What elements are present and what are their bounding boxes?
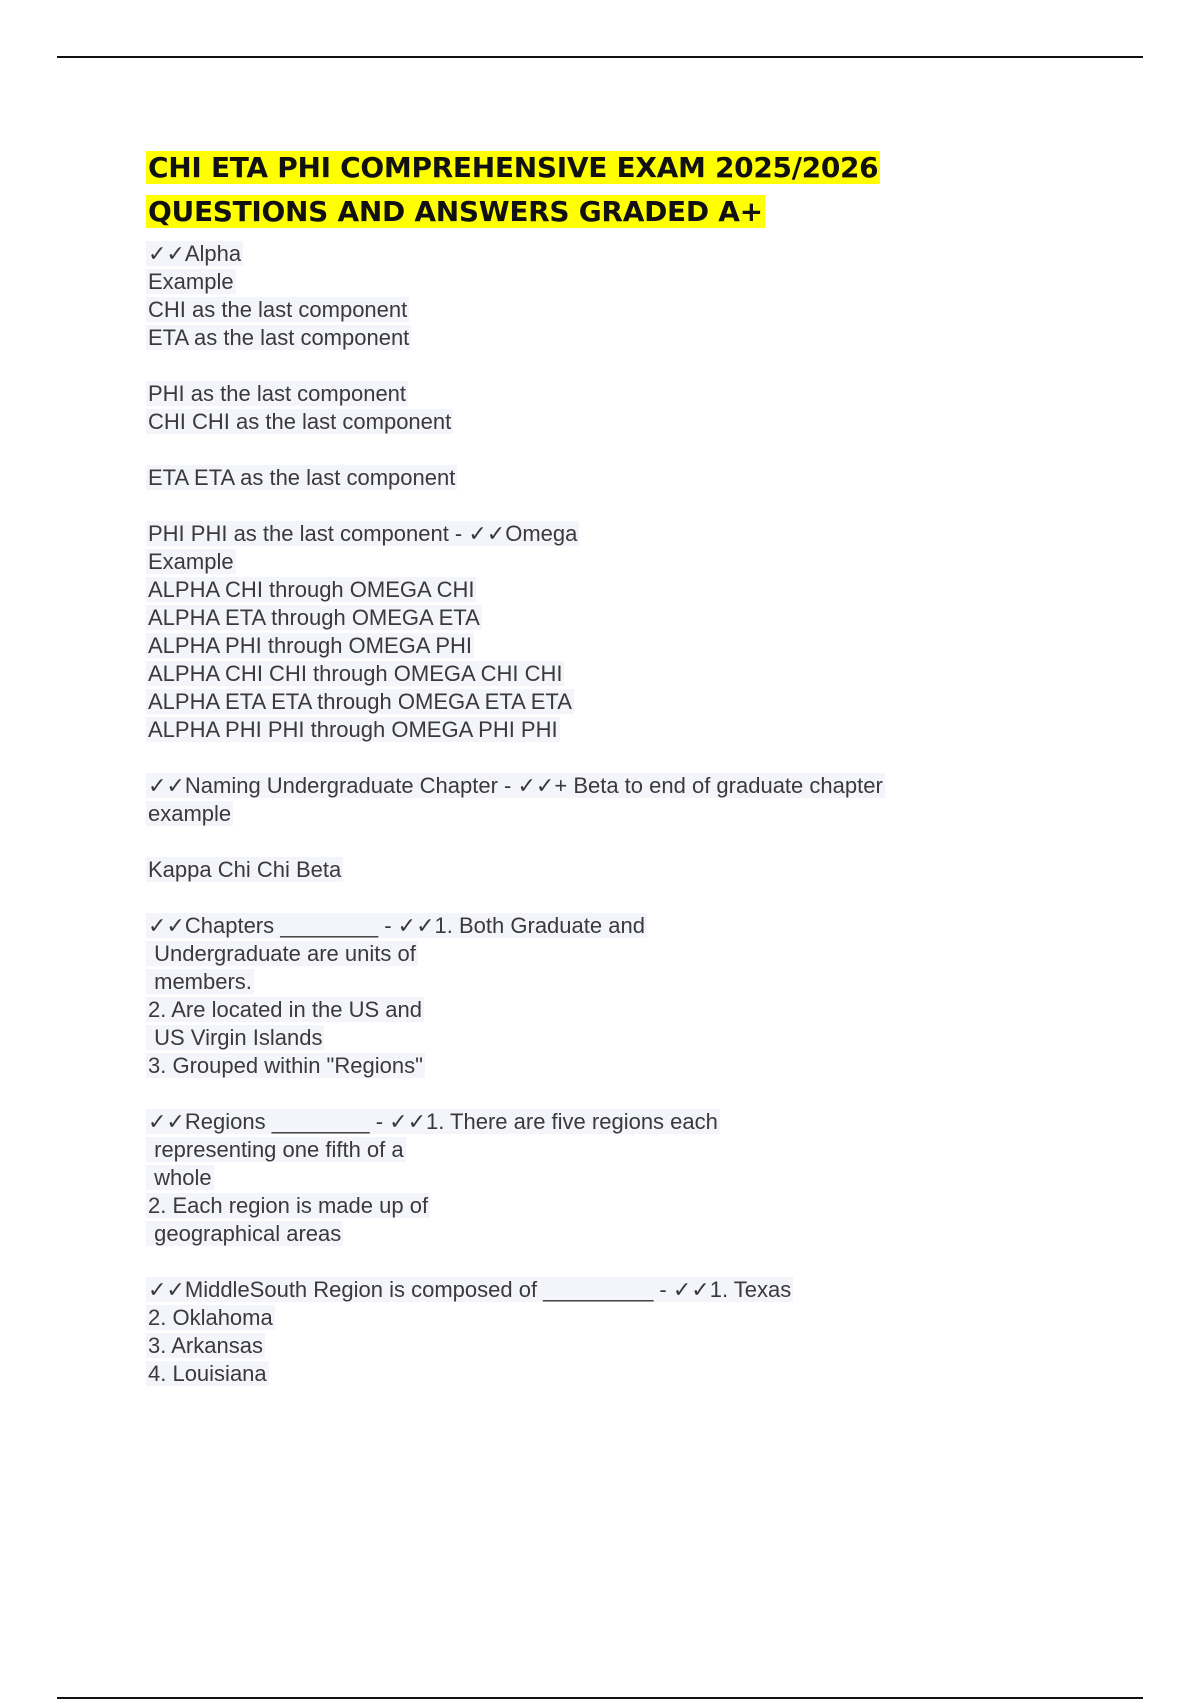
blank-line bbox=[146, 744, 1106, 772]
text-line-content: Kappa Chi Chi Beta bbox=[148, 857, 342, 882]
text-line-content: Example bbox=[148, 549, 234, 574]
blank-line bbox=[146, 436, 1106, 464]
text-line bbox=[146, 632, 1106, 660]
text-line bbox=[146, 268, 1106, 296]
text-line-content: ✓✓Alpha bbox=[148, 241, 242, 266]
text-line-content: PHI PHI as the last component - ✓✓Omega bbox=[148, 521, 578, 546]
text-line-content: 3. Grouped within "Regions" bbox=[148, 1053, 423, 1078]
header-rule bbox=[57, 56, 1143, 58]
text-line-content: members. bbox=[148, 969, 252, 994]
text-line bbox=[146, 1332, 1106, 1360]
text-line-content: CHI as the last component bbox=[148, 297, 408, 322]
text-line bbox=[146, 996, 1106, 1024]
text-line bbox=[146, 940, 1106, 968]
text-line bbox=[146, 688, 1106, 716]
text-line-content: PHI as the last component bbox=[148, 381, 407, 406]
document-body bbox=[146, 146, 1106, 1388]
title-line-1: CHI ETA PHI COMPREHENSIVE EXAM 2025/2026 bbox=[148, 151, 879, 184]
text-line bbox=[146, 1164, 1106, 1192]
text-line bbox=[146, 772, 1106, 800]
blank-line bbox=[146, 492, 1106, 520]
text-line-content: ALPHA ETA ETA through OMEGA ETA ETA bbox=[148, 689, 572, 714]
text-line bbox=[146, 408, 1106, 436]
text-line-content: whole bbox=[148, 1165, 212, 1190]
text-line bbox=[146, 464, 1106, 492]
text-line bbox=[146, 1220, 1106, 1248]
text-line bbox=[146, 912, 1106, 940]
text-line-content: 2. Each region is made up of bbox=[148, 1193, 429, 1218]
text-line-content: ALPHA CHI CHI through OMEGA CHI CHI bbox=[148, 661, 563, 686]
text-line-content: 2. Oklahoma bbox=[148, 1305, 273, 1330]
blank-line bbox=[146, 352, 1106, 380]
text-line bbox=[146, 520, 1106, 548]
text-line bbox=[146, 856, 1106, 884]
footer-rule bbox=[57, 1697, 1143, 1699]
text-line-content: US Virgin Islands bbox=[148, 1025, 323, 1050]
qa-text-block bbox=[146, 240, 1106, 1388]
text-line-content: ALPHA PHI through OMEGA PHI bbox=[148, 633, 473, 658]
text-line bbox=[146, 1136, 1106, 1164]
text-line bbox=[146, 324, 1106, 352]
text-line bbox=[146, 1192, 1106, 1220]
blank-line bbox=[146, 1080, 1106, 1108]
blank-line bbox=[146, 884, 1106, 912]
text-line-content: geographical areas bbox=[148, 1221, 342, 1246]
text-line bbox=[146, 548, 1106, 576]
text-line-content: 3. Arkansas bbox=[148, 1333, 263, 1358]
text-line-content: Undergraduate are units of bbox=[148, 941, 416, 966]
blank-line bbox=[146, 828, 1106, 856]
text-line-content: example bbox=[148, 801, 232, 826]
text-line bbox=[146, 380, 1106, 408]
text-line bbox=[146, 1052, 1106, 1080]
text-line-content: 2. Are located in the US and bbox=[148, 997, 422, 1022]
text-line bbox=[146, 1108, 1106, 1136]
title-line-2: QUESTIONS AND ANSWERS GRADED A+ bbox=[148, 195, 763, 228]
text-line-content: ✓✓Naming Undergraduate Chapter - ✓✓+ Beta to end of graduate chapter bbox=[148, 773, 883, 798]
text-line bbox=[146, 296, 1106, 324]
text-line-content: ETA ETA as the last component bbox=[148, 465, 456, 490]
text-line-content: 4. Louisiana bbox=[148, 1361, 267, 1386]
text-line bbox=[146, 1024, 1106, 1052]
text-line-content: ALPHA PHI PHI through OMEGA PHI PHI bbox=[148, 717, 558, 742]
text-line bbox=[146, 660, 1106, 688]
text-line bbox=[146, 1304, 1106, 1332]
text-line-content: representing one fifth of a bbox=[148, 1137, 404, 1162]
text-line-content: ALPHA ETA through OMEGA ETA bbox=[148, 605, 480, 630]
text-line bbox=[146, 1360, 1106, 1388]
text-line-content: ✓✓Chapters ________ - ✓✓1. Both Graduate and bbox=[148, 913, 645, 938]
text-line-content: Example bbox=[148, 269, 234, 294]
text-line bbox=[146, 800, 1106, 828]
text-line-content: ALPHA CHI through OMEGA CHI bbox=[148, 577, 475, 602]
blank-line bbox=[146, 1248, 1106, 1276]
text-line-content: ETA as the last component bbox=[148, 325, 410, 350]
document-title bbox=[146, 146, 1106, 234]
text-line-content: ✓✓Regions ________ - ✓✓1. There are five regions each bbox=[148, 1109, 718, 1134]
text-line bbox=[146, 576, 1106, 604]
text-line-content: ✓✓MiddleSouth Region is composed of _________ - ✓✓1. Texas bbox=[148, 1277, 792, 1302]
text-line bbox=[146, 968, 1106, 996]
text-line bbox=[146, 716, 1106, 744]
text-line bbox=[146, 240, 1106, 268]
text-line-content: CHI CHI as the last component bbox=[148, 409, 452, 434]
text-line bbox=[146, 1276, 1106, 1304]
text-line bbox=[146, 604, 1106, 632]
